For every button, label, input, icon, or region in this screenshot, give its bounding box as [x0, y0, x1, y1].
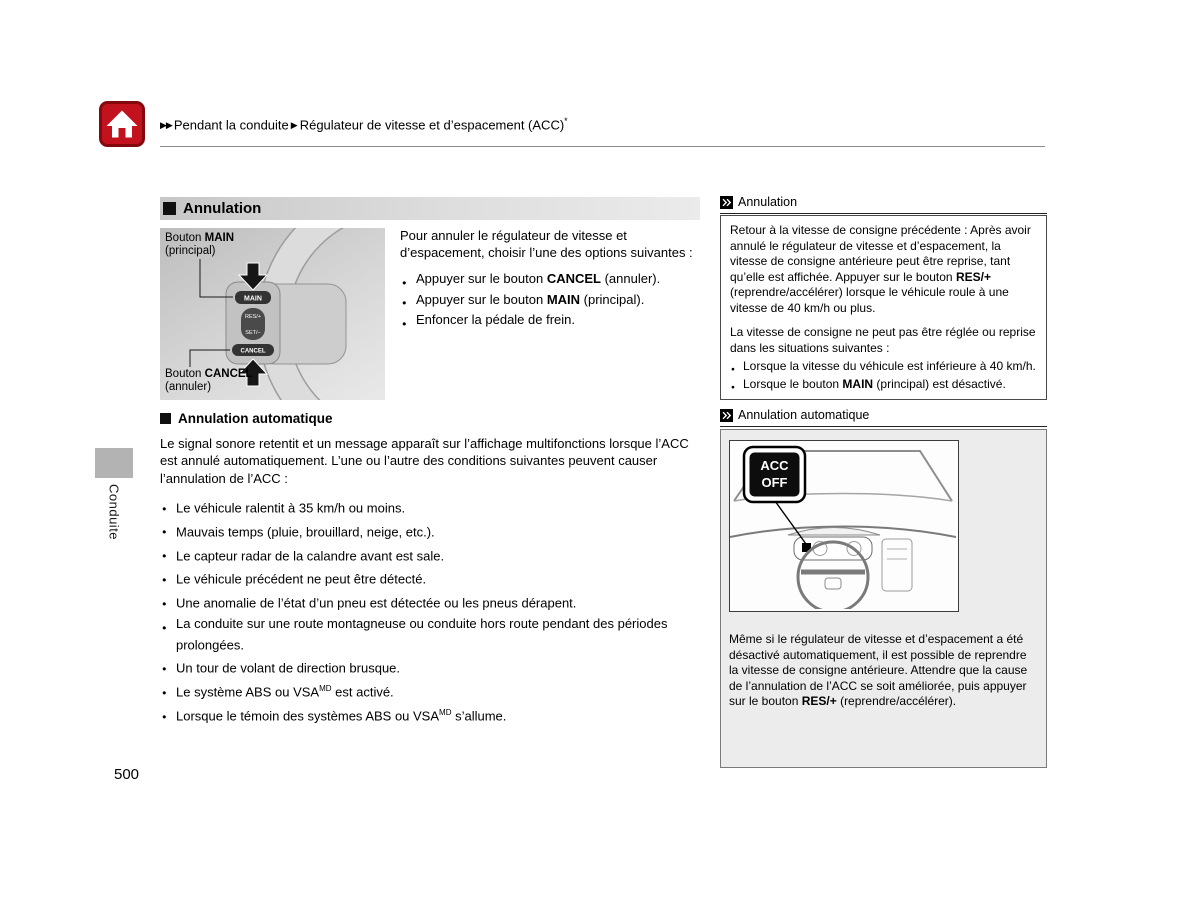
chapter-label-text: Conduite: [106, 484, 122, 541]
section-marker-icon: [163, 202, 176, 215]
acc-off-line1: ACC: [760, 458, 789, 473]
list-item: ● Appuyer sur le bouton MAIN (principal).: [400, 291, 712, 309]
figure-main-button-label: MAIN: [244, 295, 262, 303]
list-item: ● Lorsque le témoin des systèmes ABS ou $VSA^{MD}$ s’allume.: [160, 704, 708, 725]
breadcrumb-arrows-icon: ▶▶: [160, 120, 172, 131]
chapter-tab-conduite[interactable]: [95, 448, 133, 478]
note-icon: [720, 196, 733, 209]
section-header-annulation: [160, 197, 700, 220]
auto-cancel-intro: Le signal sonore retentit et un message apparaît sur l’affichage multifonctions lorsque l’ACC est annulé automatiquement. L’une ou l’autre des conditions suivantes peuvent causer l’annulation de l’ACC :: [160, 435, 689, 486]
list-item: ● Lorsque le bouton MAIN (principal) est désactivé.: [730, 377, 1037, 393]
note-conditions-list: [730, 359, 1037, 392]
chapter-label: [95, 484, 133, 540]
header-divider: [160, 146, 1045, 147]
list-item: ● Lorsque la vitesse du véhicule est inférieure à 40 km/h.: [730, 359, 1037, 375]
steering-controls-figure: [160, 228, 385, 400]
note-header-annulation-automatique: [720, 408, 1047, 427]
breadcrumb-separator-icon: ▶: [290, 120, 298, 131]
cancel-options-block: [400, 227, 712, 332]
auto-cancel-subsection: [160, 410, 708, 728]
note-box-annulation-automatique: [720, 429, 1047, 768]
note-caption: Même si le régulateur de vitesse et d’espacement a été désactivé automatiquement, il est possible de reprendre la vitesse de consigne antérieure. Attendre que la cause de l’annulation de l’ACC se soit améliorée, puis appuyer sur le bouton RES/+ (reprendre/accélérer).: [729, 632, 1028, 708]
cancel-options-list: [400, 270, 712, 329]
figure-cancel-button-label: CANCEL: [240, 348, 266, 355]
list-item: ● Enfoncer la pédale de frein.: [400, 311, 712, 329]
list-item: ● Appuyer sur le bouton CANCEL (annuler).: [400, 270, 712, 288]
note-title: Annulation automatique: [738, 408, 870, 422]
figure-set-label: SET/−: [245, 330, 261, 336]
leader-line-cancel: [190, 350, 230, 367]
note-paragraph: La vitesse de consigne ne peut pas être réglée ou reprise dans les situations suivantes :: [730, 325, 1036, 355]
note-header-annulation: [720, 195, 1047, 214]
acc-off-line2: OFF: [761, 475, 788, 490]
list-item: ● Le capteur radar de la calandre avant est sale.: [160, 544, 708, 565]
dashboard-illustration: [730, 441, 956, 609]
note-icon: [720, 409, 733, 422]
list-item: ● La conduite sur une route montagneuse ou conduite hors route pendant des périodes prolongées.: [160, 615, 708, 653]
list-item: ● Le véhicule ralentit à 35 km/h ou moins.: [160, 496, 708, 517]
home-icon[interactable]: [99, 101, 145, 147]
list-item: ● Mauvais temps (pluie, brouillard, neige, etc.).: [160, 520, 708, 541]
figure-label-cancel: Bouton CANCEL (annuler): [165, 368, 253, 393]
page-title: Annulation: [183, 200, 262, 217]
list-item: ● Le système ABS ou $VSA^{MD}$ est activé.: [160, 680, 708, 701]
subsection-marker-icon: [160, 413, 171, 424]
figure-label-main: Bouton MAIN (principal): [165, 232, 235, 257]
note-paragraph: Retour à la vitesse de consigne précédente : Après avoir annulé le régulateur de vitesse et d’espacement, la vitesse de consigne antérieure peut être reprise, tant qu’elle est affichée. Appuyer sur le bouton RES/+ (reprendre/accélérer) lorsque le véhicule roule à une vitesse de 40 km/h ou plus.: [730, 223, 1031, 315]
figure-res-label: RES/+: [244, 314, 262, 320]
note-box-annulation: [720, 215, 1047, 400]
page-number: 500: [114, 766, 140, 783]
dashboard-figure: [729, 440, 959, 612]
list-item: ● Une anomalie de l’état d’un pneu est détectée ou les pneus dérapent.: [160, 591, 708, 612]
list-item: ● Un tour de volant de direction brusque.: [160, 656, 708, 677]
breadcrumb-topic[interactable]: Régulateur de vitesse et d’espacement (ACC): [299, 117, 565, 133]
list-item: ● Le véhicule précédent ne peut être détecté.: [160, 567, 708, 588]
breadcrumb-asterisk: *: [564, 116, 568, 126]
subsection-title: Annulation automatique: [178, 411, 333, 426]
subsection-header: [160, 410, 708, 428]
breadcrumb: [160, 116, 568, 132]
note-title: Annulation: [738, 195, 798, 209]
cancel-intro: Pour annuler le régulateur de vitesse et d’espacement, choisir l’une des options suivantes :: [400, 228, 693, 260]
breadcrumb-section[interactable]: Pendant la conduite: [173, 117, 289, 133]
auto-cancel-conditions-list: [160, 496, 708, 725]
home-house-icon: [99, 101, 145, 147]
